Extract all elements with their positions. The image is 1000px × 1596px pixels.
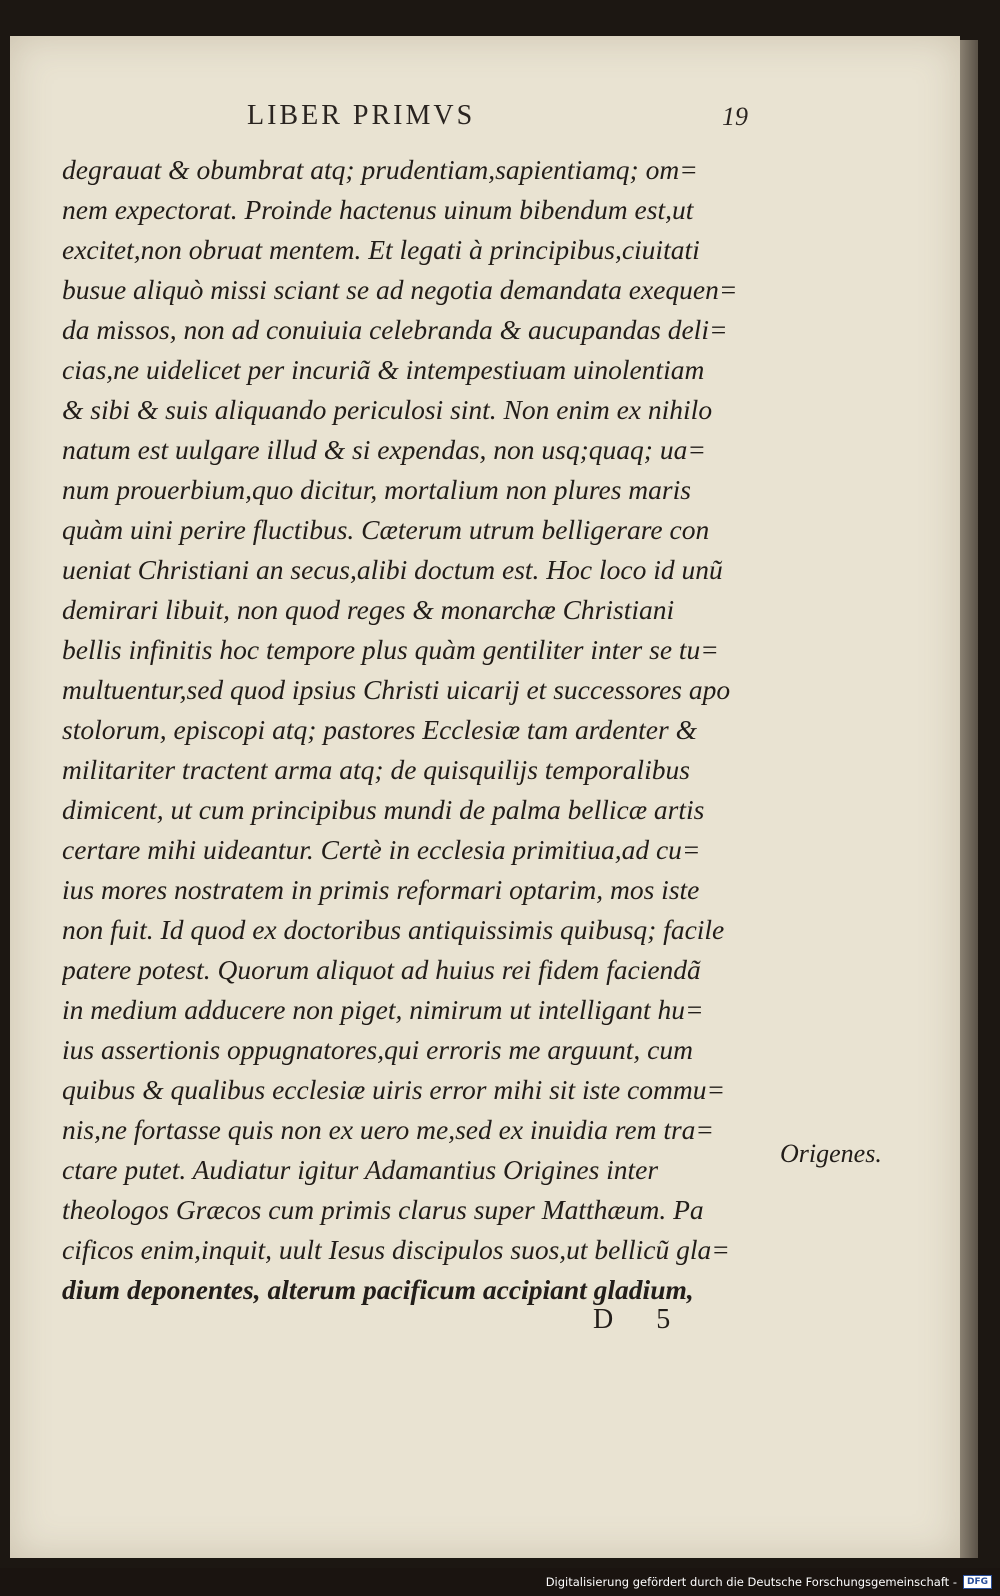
text-line: multuentur,sed quod ipsius Christi uicarij et successores apo xyxy=(62,674,731,705)
page-number: 19 xyxy=(722,102,748,131)
text-line: ueniat Christiani an secus,alibi doctum est. Hoc loco id unũ xyxy=(62,554,723,585)
text-line: nem expectorat. Proinde hactenus uinum bibendum est,ut xyxy=(62,194,694,225)
text-line: militariter tractent arma atq; de quisquilijs temporalibus xyxy=(62,754,690,785)
body-text xyxy=(62,150,762,1310)
text-line: natum est uulgare illud & si expendas, non usq;quaq; ua= xyxy=(62,434,706,465)
text-line: ius mores nostratem in primis reformari optarim, mos iste xyxy=(62,874,700,905)
text-line: degrauat & obumbrat atq; prudentiam,sapientiamq; om= xyxy=(62,154,698,185)
text-line: cias,ne uidelicet per incuriã & intempestiuam uinolentiam xyxy=(62,354,705,385)
text-line: stolorum, episcopi atq; pastores Ecclesiæ tam ardenter & xyxy=(62,714,697,745)
text-line: quàm uini perire fluctibus. Cæterum utrum belligerare con xyxy=(62,514,710,545)
text-line: dimicent, ut cum principibus mundi de palma bellicæ artis xyxy=(62,794,705,825)
dfg-logo: DFG xyxy=(963,1575,992,1589)
text-line: ctare putet. Audiatur igitur Adamantius Origines inter xyxy=(62,1154,659,1185)
text-line: cificos enim,inquit, uult Iesus discipulos suos,ut bellicũ gla= xyxy=(62,1234,730,1265)
page-header xyxy=(10,100,960,140)
digitization-credit xyxy=(546,1572,992,1592)
signature-mark: D 5 xyxy=(593,1304,689,1335)
text-line: theologos Græcos cum primis clarus super Matthæum. Pa xyxy=(62,1194,704,1225)
text-line: non fuit. Id quod ex doctoribus antiquissimis quibusq; facile xyxy=(62,914,725,945)
text-line: busue aliquò missi sciant se ad negotia demandata exequen= xyxy=(62,274,738,305)
page-edge xyxy=(960,40,978,1558)
text-line: nis,ne fortasse quis non ex uero me,sed ex inuidia rem tra= xyxy=(62,1114,714,1145)
book-page xyxy=(10,36,960,1558)
text-line: quibus & qualibus ecclesiæ uiris error mihi sit iste commu= xyxy=(62,1074,726,1105)
text-line: certare mihi uideantur. Certè in ecclesia primitiua,ad cu= xyxy=(62,834,701,865)
text-line: bellis infinitis hoc tempore plus quàm gentiliter inter se tu= xyxy=(62,634,719,665)
text-line: patere potest. Quorum aliquot ad huius rei fidem faciendã xyxy=(62,954,701,985)
text-line: in medium adducere non piget, nimirum ut intelligant hu= xyxy=(62,994,704,1025)
marginal-note: Origenes. xyxy=(780,1139,882,1168)
text-line: & sibi & suis aliquando periculosi sint. Non enim ex nihilo xyxy=(62,394,713,425)
text-line: num prouerbium,quo dicitur, mortalium non plures maris xyxy=(62,474,691,505)
text-line: ius assertionis oppugnatores,qui erroris me arguunt, cum xyxy=(62,1034,693,1065)
running-head: LIBER PRIMVS xyxy=(247,100,476,131)
text-line: excitet,non obruat mentem. Et legati à principibus,ciuitati xyxy=(62,234,700,265)
text-line: da missos, non ad conuiuia celebranda & aucupandas deli= xyxy=(62,314,728,345)
credit-text: Digitalisierung gefördert durch die Deutsche Forschungsgemeinschaft - xyxy=(545,1575,957,1589)
text-line: dium deponentes, alterum pacificum accipiant gladium, xyxy=(62,1274,694,1305)
text-line: demirari libuit, non quod reges & monarchæ Christiani xyxy=(62,594,675,625)
